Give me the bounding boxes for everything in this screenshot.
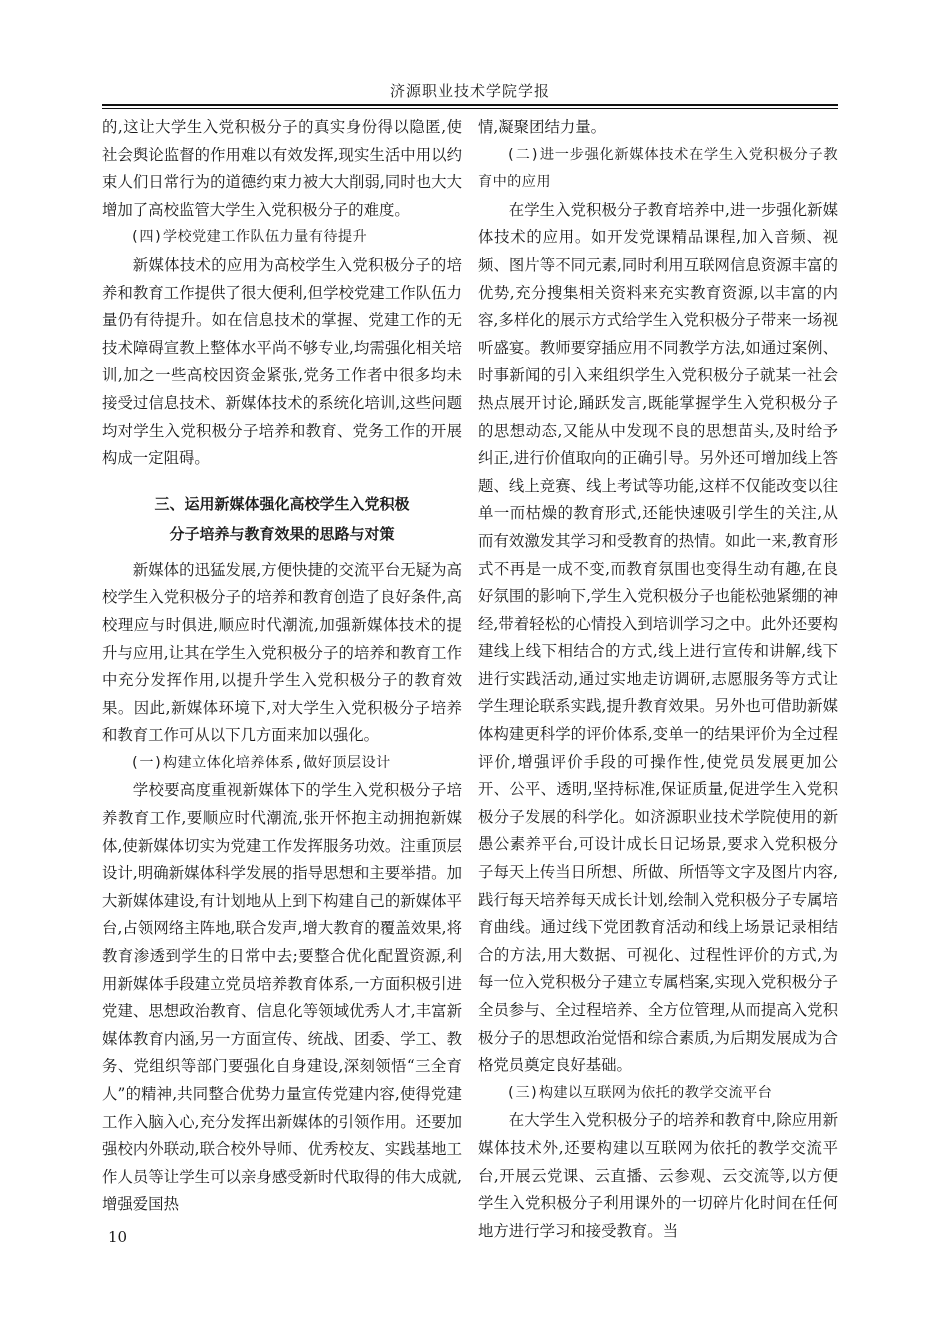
section-3-heading-line1: 三、运用新媒体强化高校学生入党积极	[154, 494, 410, 513]
paragraph-new-media-application: 在学生入党积极分子教育培养中,进一步强化新媒体技术的应用。如开发党课精品课程,加入音频、视频、图片等不同元素,同时利用互联网信息资源丰富的优势,充分搜集相关资料来充实教育资源,以丰富的内容,多样化的展示方式给学生入党积极分子带来一场视听盛宴。教师要穿插应用不同教学方法,如通过案例、时事新闻的引入来组织学生入党积极分子就某一社会热点展开讨论,踊跃发言,既能掌握学生入党积极分子的思想动态,又能从中发现不良的思想苗头,及时给予纠正,进行价值取向的正确引导。另外还可增加线上答题、线上竞赛、线上考试等功能,这样不仅能改变以往单一而枯燥的教育形式,还能快速吸引学生的关注,从而有效激发其学习和受教育的热情。如此一来,教育形式不再是一成不变,而教育氛围也变得生动有趣,在良好氛围的影响下,学生入党积极分子也能松弛紧绷的神经,带着轻松的心情投入到培训学习之中。此外还要构建线上线下相结合的方式,线上进行宣传和讲解,线下进行实践活动,通过实地走访调研,志愿服务等方式让学生理论联系实践,提升教育效果。另外也可借助新媒体构建更科学的评价体系,变单一的结果评价为全过程评价,增强评价手段的可操作性,使党员发展更加公开、公平、透明,坚持标准,保证质量,促进学生入党积极分子发展的科学化。如济源职业技术学院使用的新愚公素养平台,可设计成长日记场景,要求入党积极分子每天上传当日所想、所做、所悟等文字及图片内容,践行每天培养每天成长计划,绘制入党积极分子专属培育曲线。通过线下党团教育活动和线上场景记录相结合的方法,用大数据、可视化、过程性评价的方式,为每一位入党积极分子建立专属档案,实现入党积极分子全员参与、全过程培养、全方位管理,从而提高入党积极分子的思想政治觉悟和综合素质,为后期发展成为合格党员奠定良好基础。	[478, 200, 838, 1075]
header-rule-thick	[102, 104, 838, 106]
header-rule-thin	[102, 108, 838, 109]
paragraph-team-strength: 新媒体技术的应用为高校学生入党积极分子的培养和教育工作提供了很大便利,但学校党建工作队伍力量仍有待提升。如在信息技术的掌握、党建工作的无技术障碍宣教上整体水平尚不够专业,均需强化相关培训,加之一些高校因资金紧张,党务工作者中很多均未接受过信息技术、新媒体技术的系统化培训,这些问题均对学生入党积极分子培养和教育、党务工作的开展构成一定阻碍。	[102, 255, 462, 468]
left-column	[102, 114, 462, 1219]
subheading-2: (二)进一步强化新媒体技术在学生入党积极分子教育中的应用	[478, 146, 838, 191]
subheading-3: (三)构建以互联网为依托的教学交流平台	[506, 1084, 773, 1101]
journal-header: 济源职业技术学院学报	[389, 82, 550, 100]
section-3-heading	[102, 489, 462, 549]
right-column	[478, 114, 838, 1245]
paragraph-continued: 情,凝聚团结力量。	[478, 118, 607, 136]
page-number: 10	[108, 1228, 128, 1246]
paragraph-internet-platform: 在大学生入党积极分子的培养和教育中,除应用新媒体技术外,还要构建以互联网为依托的教学交流平台,开展云党课、云直播、云参观、云交流等,以方便学生入党积极分子利用课外的一切碎片化时间在任何地方进行学习和接受教育。当	[478, 1111, 838, 1240]
paragraph-top-design: 学校要高度重视新媒体下的学生入党积极分子培养教育工作,要顺应时代潮流,张开怀抱主动拥抱新媒体,使新媒体切实为党建工作发挥服务功效。注重顶层设计,明确新媒体科学发展的指导思想和主要举措。加大新媒体建设,有计划地从上到下构建自己的新媒体平台,占领网络主阵地,联合发声,增大教育的覆盖效果,将教育渗透到学生的日常中去;要整合优化配置资源,利用新媒体手段建立党员培养教育体系,一方面积极引进党建、思想政治教育、信息化等领域优秀人才,丰富新媒体教育内涵,另一方面宣传、统战、团委、学工、教务、党组织等部门要强化自身建设,深刻领悟“三全育人”的精神,共同整合优势力量宣传党建内容,使得党建工作入脑入心,充分发挥出新媒体的引领作用。还要加强校内外联动,联合校外导师、优秀校友、实践基地工作人员等让学生可以亲身感受新时代取得的伟大成就,增强爱国热	[102, 781, 462, 1214]
section-3-heading-line2: 分子培养与教育效果的思路与对策	[169, 524, 395, 543]
paragraph-continued: 的,这让大学生入党积极分子的真实身份得以隐匿,使社会舆论监督的作用难以有效发挥,现实生活中用以约束人们日常行为的道德约束力被大大削弱,同时也大大增加了高校监管大学生入党积极分子的难度。	[102, 118, 462, 219]
subheading-4: (四)学校党建工作队伍力量有待提升	[130, 229, 368, 246]
paragraph-section-3-intro: 新媒体的迅猛发展,方便快捷的交流平台无疑为高校学生入党积极分子的培养和教育创造了良好条件,高校理应与时俱进,顺应时代潮流,加强新媒体技术的提升与应用,让其在学生入党积极分子的培养和教育工作中充分发挥作用,以提升学生入党积极分子的教育效果。因此,新媒体环境下,对大学生入党积极分子培养和教育工作可从以下几方面来加以强化。	[102, 560, 462, 745]
subheading-1: (一)构建立体化培养体系,做好顶层设计	[130, 754, 391, 771]
